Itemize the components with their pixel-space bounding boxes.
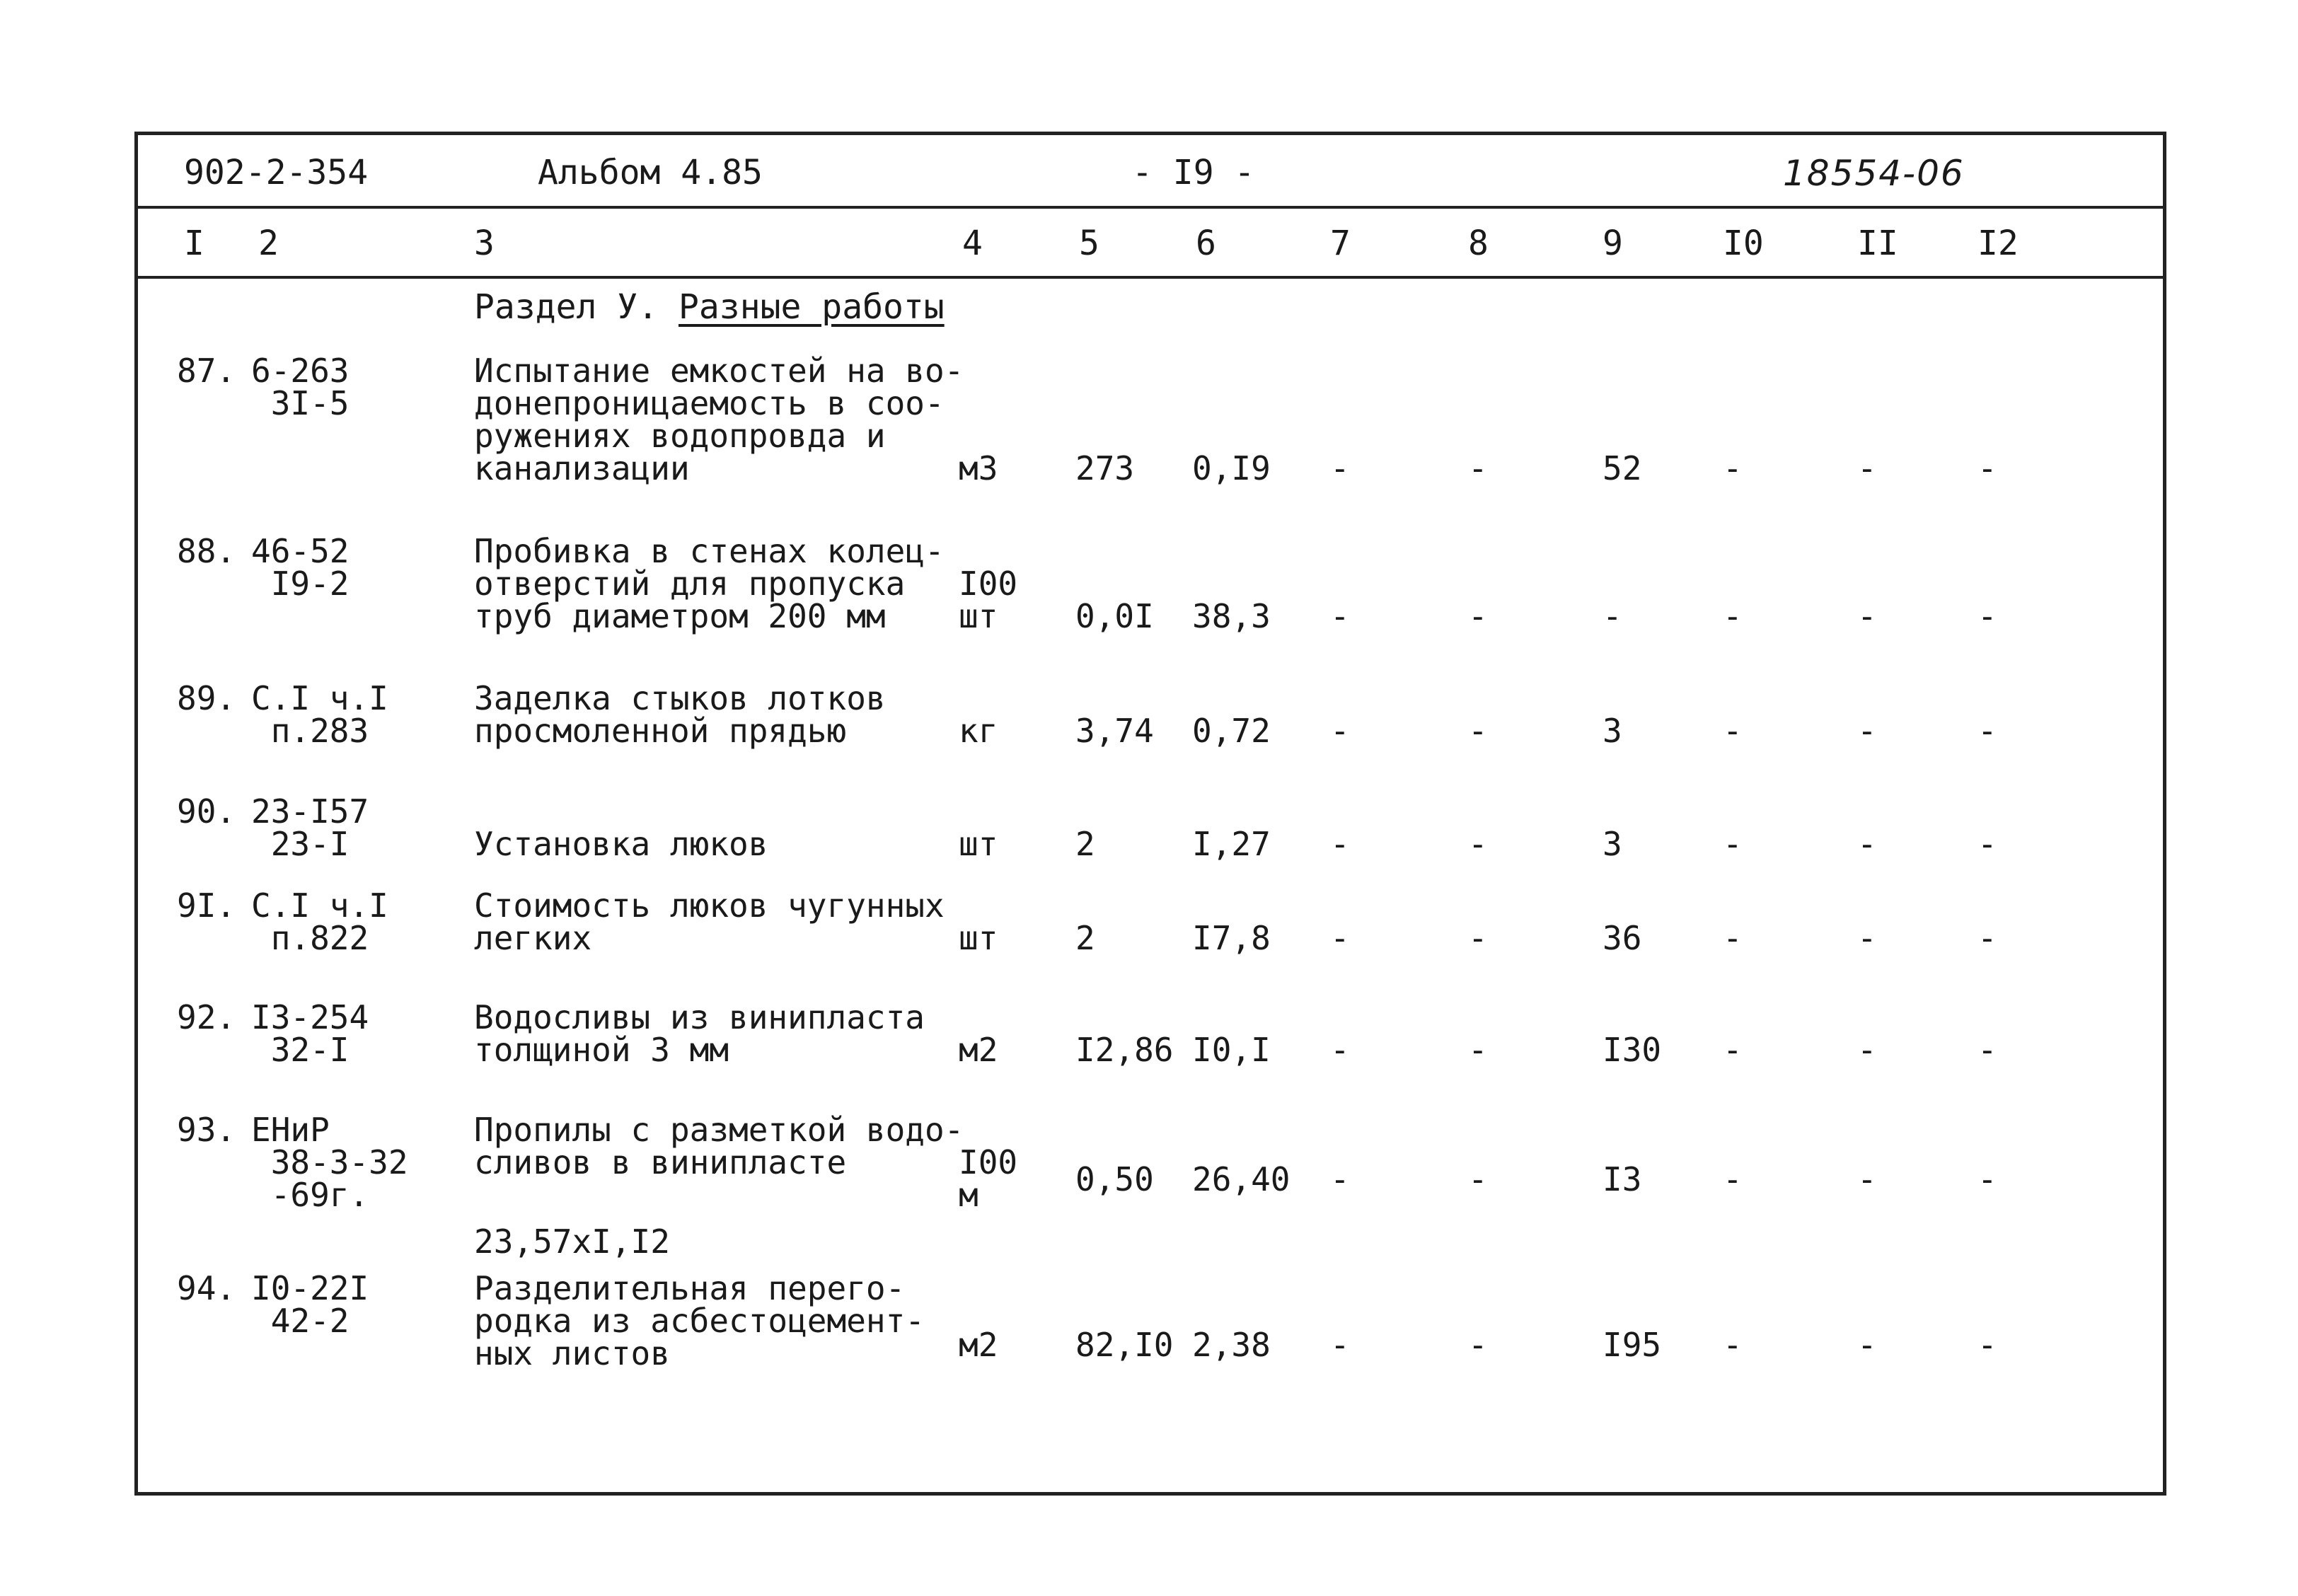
frame-right-border xyxy=(2163,132,2166,1496)
column-header: II xyxy=(1857,224,1898,263)
column-header-divider xyxy=(134,276,2166,279)
row-col10: - xyxy=(1723,597,1743,635)
document-sheet xyxy=(134,132,2166,1496)
column-header: 2 xyxy=(258,224,279,263)
calculation-note: 23,57xI,I2 xyxy=(474,1222,670,1261)
frame-bottom-border xyxy=(134,1492,2166,1496)
section-heading xyxy=(474,287,945,327)
row-price: 0,I9 xyxy=(1192,449,1271,487)
row-description: Заделка стыков лотков просмоленной прядью xyxy=(474,679,886,750)
column-header: 6 xyxy=(1196,224,1216,263)
row-col8: - xyxy=(1468,1160,1488,1198)
row-description: Разделительная перего- родка из асбестоцемент- ных листов xyxy=(474,1269,925,1372)
row-number: 87. xyxy=(177,352,236,390)
row-quantity: 0,0I xyxy=(1075,597,1154,635)
row-code: С.I ч.I п.283 xyxy=(251,679,388,750)
row-col7: - xyxy=(1330,1160,1350,1198)
row-description: Водосливы из винипласта толщиной 3 мм xyxy=(474,998,925,1069)
row-quantity: 0,50 xyxy=(1075,1160,1154,1198)
row-price: 0,72 xyxy=(1192,712,1271,750)
row-col10: - xyxy=(1723,825,1743,863)
row-col9: - xyxy=(1603,597,1622,635)
row-code: 46-52 I9-2 xyxy=(251,532,350,603)
row-col8: - xyxy=(1468,919,1488,957)
row-code: I0-22I 42-2 xyxy=(251,1269,369,1340)
row-col7: - xyxy=(1330,919,1350,957)
row-col8: - xyxy=(1468,449,1488,487)
column-header: 7 xyxy=(1330,224,1351,263)
section-title: Разные работы xyxy=(679,287,945,327)
row-col12: - xyxy=(1977,825,1997,863)
row-number: 90. xyxy=(177,792,236,831)
row-col9: 36 xyxy=(1603,919,1642,957)
row-col10: - xyxy=(1723,1031,1743,1069)
row-unit: м2 xyxy=(959,1326,998,1364)
column-header: I xyxy=(184,224,204,263)
row-number: 9I. xyxy=(177,886,236,925)
row-quantity: 2 xyxy=(1075,919,1095,957)
row-col9: 3 xyxy=(1603,825,1622,863)
row-code: ЕНиР 38-3-32 -69г. xyxy=(251,1111,408,1214)
row-description: Пропилы с разметкой водо- сливов в винипласте xyxy=(474,1111,964,1181)
row-number: 92. xyxy=(177,998,236,1036)
row-col11: - xyxy=(1857,597,1877,635)
row-col12: - xyxy=(1977,597,1997,635)
row-col8: - xyxy=(1468,1326,1488,1364)
row-col11: - xyxy=(1857,825,1877,863)
row-price: I7,8 xyxy=(1192,919,1271,957)
row-col10: - xyxy=(1723,712,1743,750)
row-col11: - xyxy=(1857,1326,1877,1364)
row-col9: I95 xyxy=(1603,1326,1662,1364)
row-col11: - xyxy=(1857,1031,1877,1069)
row-col8: - xyxy=(1468,1031,1488,1069)
row-col9: I30 xyxy=(1603,1031,1662,1069)
row-col7: - xyxy=(1330,597,1350,635)
row-code: 23-I57 23-I xyxy=(251,792,369,863)
row-col11: - xyxy=(1857,919,1877,957)
row-col8: - xyxy=(1468,597,1488,635)
column-header: I2 xyxy=(1977,224,2019,263)
row-col7: - xyxy=(1330,449,1350,487)
row-col10: - xyxy=(1723,1326,1743,1364)
frame-left-border xyxy=(134,132,138,1496)
row-col11: - xyxy=(1857,1160,1877,1198)
row-number: 93. xyxy=(177,1111,236,1149)
row-quantity: 273 xyxy=(1075,449,1135,487)
row-col8: - xyxy=(1468,712,1488,750)
row-unit: шт xyxy=(959,825,998,863)
column-header: I0 xyxy=(1723,224,1764,263)
row-price: 2,38 xyxy=(1192,1326,1271,1364)
row-description: Стоимость люков чугунных легких xyxy=(474,886,945,957)
row-col11: - xyxy=(1857,449,1877,487)
row-col11: - xyxy=(1857,712,1877,750)
row-unit: м3 xyxy=(959,449,998,487)
project-code: 902-2-354 xyxy=(184,153,369,192)
row-col12: - xyxy=(1977,712,1997,750)
row-unit: кг xyxy=(959,712,998,750)
row-unit: I00 шт xyxy=(959,565,1018,635)
row-code: I3-254 32-I xyxy=(251,998,369,1069)
row-description: Испытание емкостей на во- донепроницаемость в соо- ружениях водопровда и канализации xyxy=(474,352,964,487)
row-col9: I3 xyxy=(1603,1160,1642,1198)
row-col12: - xyxy=(1977,1160,1997,1198)
handwritten-doc-number: 18554-06 xyxy=(1783,153,1965,194)
row-col12: - xyxy=(1977,1031,1997,1069)
row-col7: - xyxy=(1330,1031,1350,1069)
row-col7: - xyxy=(1330,1326,1350,1364)
row-quantity: 82,I0 xyxy=(1075,1326,1174,1364)
header-divider xyxy=(134,206,2166,209)
row-price: I0,I xyxy=(1192,1031,1271,1069)
column-header: 4 xyxy=(962,224,983,263)
row-col12: - xyxy=(1977,1326,1997,1364)
row-code: 6-263 3I-5 xyxy=(251,352,350,422)
row-code: С.I ч.I п.822 xyxy=(251,886,388,957)
row-col7: - xyxy=(1330,825,1350,863)
row-description: Пробивка в стенах колец- отверстий для пропуска труб диаметром 200 мм xyxy=(474,532,945,635)
album-label: Альбом 4.85 xyxy=(538,153,763,192)
column-header: 8 xyxy=(1468,224,1489,263)
row-quantity: I2,86 xyxy=(1075,1031,1174,1069)
row-col7: - xyxy=(1330,712,1350,750)
row-col10: - xyxy=(1723,1160,1743,1198)
row-unit: шт xyxy=(959,919,998,957)
row-col9: 3 xyxy=(1603,712,1622,750)
row-description: Установка люков xyxy=(474,825,768,863)
row-price: I,27 xyxy=(1192,825,1271,863)
column-header: 5 xyxy=(1079,224,1099,263)
row-col8: - xyxy=(1468,825,1488,863)
row-col12: - xyxy=(1977,919,1997,957)
frame-top-border xyxy=(134,132,2166,135)
section-label: Раздел У. xyxy=(474,287,659,327)
row-quantity: 2 xyxy=(1075,825,1095,863)
row-number: 88. xyxy=(177,532,236,570)
column-header: 3 xyxy=(474,224,495,263)
row-price: 26,40 xyxy=(1192,1160,1291,1198)
row-quantity: 3,74 xyxy=(1075,712,1154,750)
row-col10: - xyxy=(1723,449,1743,487)
row-col9: 52 xyxy=(1603,449,1642,487)
row-col12: - xyxy=(1977,449,1997,487)
row-number: 94. xyxy=(177,1269,236,1307)
row-unit: I00 м xyxy=(959,1143,1018,1214)
row-number: 89. xyxy=(177,679,236,717)
row-price: 38,3 xyxy=(1192,597,1271,635)
page-number: - I9 - xyxy=(1132,153,1255,192)
row-unit: м2 xyxy=(959,1031,998,1069)
column-header: 9 xyxy=(1603,224,1623,263)
row-col10: - xyxy=(1723,919,1743,957)
